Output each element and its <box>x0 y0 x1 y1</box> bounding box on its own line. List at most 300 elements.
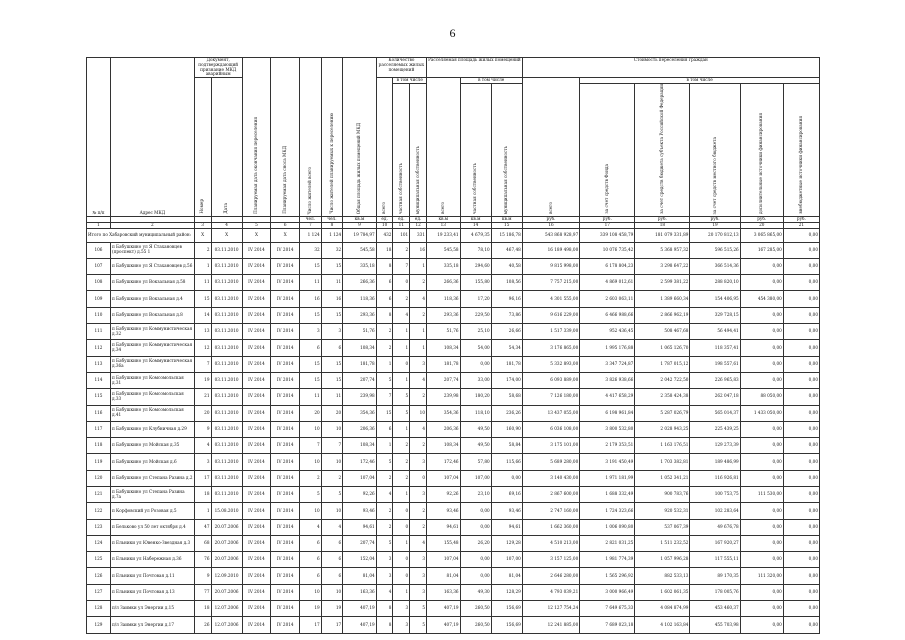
row-cell: 94,61 <box>427 519 461 535</box>
row-cell: 81,04 <box>343 568 377 584</box>
row-cell: 1 057 996,28 <box>635 552 690 568</box>
row-cell: 9 815 998,00 <box>522 258 579 274</box>
row-cell: 54,00 <box>460 340 491 356</box>
row-cell: 6 <box>300 535 322 551</box>
total-row-cell: X <box>211 228 242 242</box>
row-cell: 18 <box>194 487 211 503</box>
total-row-cell: 20 170 812,13 <box>690 228 740 242</box>
row-number: 123 <box>87 519 111 535</box>
row-cell: 266,36 <box>427 275 461 291</box>
row-cell: 3 <box>393 601 410 617</box>
row-cell: 7 <box>376 389 393 405</box>
row-cell: 206,36 <box>427 421 461 437</box>
row-cell: 2 747 160,00 <box>522 503 579 519</box>
row-cell: 2 <box>321 470 343 486</box>
column-number-cell: 20 <box>740 222 783 228</box>
table-row <box>87 258 820 274</box>
row-cell: 92,26 <box>343 487 377 503</box>
header-doc-group: Документ, подтверждающий признание МКД аварийным <box>194 58 242 78</box>
table-row <box>87 291 820 307</box>
row-cell: IV 2014 <box>271 601 300 617</box>
row-cell: IV 2014 <box>242 503 271 519</box>
row-cell: 2 <box>393 291 410 307</box>
row-cell: 49,30 <box>460 584 491 600</box>
page-number: 6 <box>449 26 456 40</box>
row-cell: 108,34 <box>343 438 377 454</box>
header-rooms-private: частная собственность <box>393 84 410 217</box>
row-cell: 0,00 <box>740 617 783 633</box>
row-cell: 0,00 <box>783 601 819 617</box>
row-cell: 51,76 <box>427 324 461 340</box>
row-cell: 545,58 <box>427 242 461 258</box>
row-cell: 0,00 <box>740 535 783 551</box>
row-cell: 0,00 <box>783 356 819 372</box>
row-cell: 7 <box>194 356 211 372</box>
row-cell: 6 <box>376 291 393 307</box>
row-cell: 12.07.2006 <box>211 601 242 617</box>
row-cell: 0,00 <box>460 552 491 568</box>
row-cell: 2 <box>410 503 427 519</box>
column-number-cell: 10 <box>376 222 393 228</box>
row-cell: 5 332 893,00 <box>522 356 579 372</box>
row-cell: 118,36 <box>427 291 461 307</box>
row-cell: 20 <box>300 405 322 421</box>
row-cell: 32 <box>321 242 343 258</box>
row-cell: 49,50 <box>460 438 491 454</box>
row-cell: 12 127 754,24 <box>522 601 579 617</box>
row-address: п Ельники ул Набережная д.36 <box>110 552 194 568</box>
row-cell: 3 000 966,49 <box>580 584 635 600</box>
table-row <box>87 535 820 551</box>
row-cell: 1 602 061,35 <box>635 584 690 600</box>
row-cell: 1 433 050,00 <box>740 405 783 421</box>
row-cell: 0,00 <box>740 438 783 454</box>
header-cost-total: всего <box>522 78 579 217</box>
row-cell: 20.07.2006 <box>211 535 242 551</box>
row-cell: 15 <box>300 372 322 388</box>
row-address: п Бабушкино ул Вокзальная д.8 <box>110 307 194 323</box>
table-row <box>87 470 820 486</box>
row-cell: 5 <box>300 487 322 503</box>
row-number: 122 <box>87 503 111 519</box>
row-cell: 0 <box>393 568 410 584</box>
row-cell: 94,61 <box>491 519 522 535</box>
table-row <box>87 617 820 633</box>
row-cell: 116 926,81 <box>690 470 740 486</box>
row-cell: 17 <box>300 617 322 633</box>
column-number-cell: 3 <box>194 222 211 228</box>
row-cell: IV 2014 <box>271 470 300 486</box>
column-number-cell: 5 <box>242 222 271 228</box>
row-cell: 0,00 <box>783 389 819 405</box>
row-cell: 0,00 <box>783 470 819 486</box>
row-cell: 102 283,64 <box>690 503 740 519</box>
row-cell: 1 511 232,52 <box>635 535 690 551</box>
row-address: п Ельники ул Почтовая д.11 <box>110 568 194 584</box>
row-cell: 0,00 <box>783 568 819 584</box>
row-cell: 6 <box>321 535 343 551</box>
row-cell: 92,26 <box>427 487 461 503</box>
row-cell: 03.11.2010 <box>211 275 242 291</box>
table-row <box>87 389 820 405</box>
row-cell: 407,19 <box>343 617 377 633</box>
row-cell: 198 557,61 <box>690 356 740 372</box>
row-cell: 2 603 063,11 <box>580 291 635 307</box>
row-cell: 952 436,45 <box>580 324 635 340</box>
row-cell: IV 2014 <box>242 389 271 405</box>
row-cell: 207,74 <box>343 535 377 551</box>
row-cell: 2 <box>194 242 211 258</box>
row-cell: 15 <box>300 258 322 274</box>
row-cell: 1 <box>393 340 410 356</box>
row-cell: 0 <box>393 519 410 535</box>
row-cell: 12 <box>194 340 211 356</box>
row-cell: IV 2014 <box>242 421 271 437</box>
row-cell: 111 320,00 <box>740 568 783 584</box>
row-cell: 1 703 382,81 <box>635 454 690 470</box>
row-cell: 1 981 774,39 <box>580 552 635 568</box>
row-cell: 3 <box>376 568 393 584</box>
header-area-municipal: муниципальная собственность <box>491 84 522 217</box>
row-number: 112 <box>87 340 111 356</box>
row-cell: 163,36 <box>427 584 461 600</box>
row-cell: 118 357,41 <box>690 340 740 356</box>
total-row-label: Итого по Хабаровский муниципальный район: <box>87 228 195 242</box>
row-cell: IV 2014 <box>271 389 300 405</box>
row-number: 129 <box>87 617 111 633</box>
row-cell: 9 <box>194 421 211 437</box>
header-planned-demolish: Планируемая дата сноса МКД <box>271 58 300 217</box>
row-cell: 7 689 023,18 <box>580 617 635 633</box>
row-cell: 2 <box>410 438 427 454</box>
row-cell: 26,20 <box>460 535 491 551</box>
row-cell: 15 <box>300 356 322 372</box>
row-cell: 93,46 <box>491 503 522 519</box>
row-cell: 6 <box>300 552 322 568</box>
row-cell: 81,04 <box>491 568 522 584</box>
row-cell: 294,60 <box>460 258 491 274</box>
row-cell: 260,50 <box>460 601 491 617</box>
row-cell: 18 <box>376 242 393 258</box>
row-cell: 8 <box>376 617 393 633</box>
row-cell: 20.07.2006 <box>211 584 242 600</box>
row-cell: 3 298 647,22 <box>635 258 690 274</box>
row-cell: 545,58 <box>343 242 377 258</box>
row-cell: 107,00 <box>460 470 491 486</box>
row-cell: 1 724 323,66 <box>580 503 635 519</box>
row-cell: 4 <box>410 291 427 307</box>
row-cell: 21 <box>194 389 211 405</box>
column-number-cell: 18 <box>635 222 690 228</box>
row-cell: 152,04 <box>343 552 377 568</box>
row-cell: 20 <box>194 405 211 421</box>
row-cell: 288 820,10 <box>690 275 740 291</box>
row-cell: 3 <box>194 454 211 470</box>
row-cell: 03.11.2010 <box>211 372 242 388</box>
row-cell: 0,00 <box>740 601 783 617</box>
row-cell: 13 437 055,00 <box>522 405 579 421</box>
row-cell: 3 <box>410 584 427 600</box>
row-cell: 03.11.2010 <box>211 340 242 356</box>
row-cell: 1 163 176,51 <box>635 438 690 454</box>
row-cell: 2 <box>376 324 393 340</box>
row-cell: 8 <box>376 601 393 617</box>
row-cell: 1 <box>393 372 410 388</box>
row-cell: 93,46 <box>427 503 461 519</box>
row-cell: 2 867 600,00 <box>522 487 579 503</box>
row-cell: 8 <box>376 307 393 323</box>
row-cell: 0,00 <box>783 405 819 421</box>
row-cell: 0,00 <box>783 372 819 388</box>
column-number-cell: 21 <box>783 222 819 228</box>
row-cell: IV 2014 <box>271 421 300 437</box>
row-cell: 1 <box>393 324 410 340</box>
header-rooms-total: всего <box>376 78 393 217</box>
row-cell: 2 <box>393 438 410 454</box>
row-address: п/л Заимки ул Энергии д.15 <box>110 601 194 617</box>
row-cell: 0,00 <box>740 275 783 291</box>
row-cell: 15.08.2010 <box>211 503 242 519</box>
row-cell: 0,00 <box>740 324 783 340</box>
row-number: 124 <box>87 535 111 551</box>
row-cell: 16 <box>410 242 427 258</box>
column-number-cell: 12 <box>410 222 427 228</box>
row-cell: IV 2014 <box>242 405 271 421</box>
row-cell: IV 2014 <box>242 568 271 584</box>
total-row-cell: 19 784,97 <box>343 228 377 242</box>
row-cell: IV 2014 <box>271 324 300 340</box>
row-number: 126 <box>87 568 111 584</box>
row-address: п Корфовский ул Розовая д.5 <box>110 503 194 519</box>
unit-cell: ед. <box>376 216 393 222</box>
row-cell: IV 2014 <box>271 340 300 356</box>
row-cell: 4 <box>300 519 322 535</box>
row-cell: 0,00 <box>783 535 819 551</box>
row-cell: 266,36 <box>343 275 377 291</box>
table-row <box>87 421 820 437</box>
row-cell: IV 2014 <box>271 405 300 421</box>
row-cell: 96,16 <box>491 291 522 307</box>
column-number-cell: 11 <box>393 222 410 228</box>
row-number: 106 <box>87 242 111 258</box>
row-cell: 20.07.2006 <box>211 519 242 535</box>
row-cell: IV 2014 <box>242 291 271 307</box>
row-number: 125 <box>87 552 111 568</box>
table-row <box>87 568 820 584</box>
row-cell: 2 <box>300 470 322 486</box>
table-body <box>87 228 820 633</box>
row-cell: IV 2014 <box>242 275 271 291</box>
row-cell: 5 <box>393 405 410 421</box>
row-cell: 236,26 <box>491 405 522 421</box>
row-cell: 454 380,00 <box>740 291 783 307</box>
row-cell: 160,90 <box>491 421 522 437</box>
row-cell: 108,34 <box>427 438 461 454</box>
row-cell: 1 <box>194 503 211 519</box>
row-cell: IV 2014 <box>271 519 300 535</box>
row-cell: 262 047,18 <box>690 389 740 405</box>
row-cell: 129,28 <box>491 535 522 551</box>
row-cell: 4 <box>410 372 427 388</box>
row-cell: 23,10 <box>460 487 491 503</box>
row-cell: 3 800 532,80 <box>580 421 635 437</box>
table-row <box>87 372 820 388</box>
row-cell: 26 <box>194 617 211 633</box>
row-cell: 167 920,27 <box>690 535 740 551</box>
row-cell: 4 793 039,21 <box>522 584 579 600</box>
row-cell: 1 565 296,92 <box>580 568 635 584</box>
header-cost-extra: дополнительные источники финансирования <box>740 84 783 217</box>
header-people-count: Число жителей всего <box>300 58 322 217</box>
row-cell: 73,86 <box>491 307 522 323</box>
row-cell: IV 2014 <box>271 617 300 633</box>
row-cell: 12.07.2006 <box>211 617 242 633</box>
row-cell: 108,34 <box>343 340 377 356</box>
row-cell: 58,84 <box>491 438 522 454</box>
row-number: 110 <box>87 307 111 323</box>
row-cell: 10 <box>321 454 343 470</box>
total-row-cell: 181 079 331,89 <box>635 228 690 242</box>
row-cell: 51,76 <box>343 324 377 340</box>
row-cell: 900 783,76 <box>635 487 690 503</box>
header-cost-local: за счет средств местного бюджета <box>690 84 740 217</box>
row-cell: 17,20 <box>460 291 491 307</box>
row-cell: 4 <box>194 438 211 454</box>
row-cell: 5 368 957,32 <box>635 242 690 258</box>
row-cell: 189 486,99 <box>690 454 740 470</box>
row-number: 116 <box>87 405 111 421</box>
row-cell: 10 <box>300 421 322 437</box>
row-cell: IV 2014 <box>271 438 300 454</box>
row-cell: 335,18 <box>343 258 377 274</box>
total-row-cell: X <box>242 228 271 242</box>
row-cell: 03.11.2010 <box>211 258 242 274</box>
row-cell: 115,66 <box>491 454 522 470</box>
row-cell: 32 <box>300 242 322 258</box>
row-cell: IV 2014 <box>242 340 271 356</box>
row-cell: 4 417 658,29 <box>580 389 635 405</box>
row-address: п Бабушкино ул Клубничная д.29 <box>110 421 194 437</box>
row-cell: 4 <box>376 487 393 503</box>
row-cell: 89 170,35 <box>690 568 740 584</box>
header-no: № п/п <box>87 58 111 217</box>
row-cell: 0,00 <box>740 552 783 568</box>
table-row <box>87 601 820 617</box>
row-cell: 0,00 <box>783 454 819 470</box>
row-cell: 15 <box>194 291 211 307</box>
row-cell: 0,00 <box>740 519 783 535</box>
row-cell: IV 2014 <box>242 617 271 633</box>
table-row <box>87 454 820 470</box>
row-cell: 1 971 181,99 <box>580 470 635 486</box>
row-cell: 03.11.2010 <box>211 438 242 454</box>
header-cost-group: Стоимость переселения граждан <box>522 58 819 78</box>
row-cell: 407,19 <box>427 601 461 617</box>
row-cell: 6 036 108,00 <box>522 421 579 437</box>
row-cell: 3 826 938,66 <box>580 372 635 388</box>
unit-cell: кв.м <box>343 216 377 222</box>
row-cell: 5 <box>376 535 393 551</box>
row-cell: 7 757 215,00 <box>522 275 579 291</box>
row-cell: 6 <box>376 421 393 437</box>
row-cell: 0,00 <box>783 340 819 356</box>
row-cell: 14 <box>194 307 211 323</box>
row-cell: 18 <box>194 601 211 617</box>
row-cell: 4 084 874,99 <box>635 601 690 617</box>
row-cell: 56 494,41 <box>690 324 740 340</box>
row-cell: 03.11.2010 <box>211 405 242 421</box>
row-cell: 5 <box>376 372 393 388</box>
table-row <box>87 487 820 503</box>
row-cell: 3 <box>376 552 393 568</box>
row-cell: 11 <box>300 389 322 405</box>
header-total-area: Общая площадь жилых помещений МКД <box>343 58 377 217</box>
row-cell: 3 <box>410 487 427 503</box>
row-cell: 163,36 <box>343 584 377 600</box>
row-cell: 0,00 <box>783 307 819 323</box>
row-cell: 49,50 <box>460 421 491 437</box>
row-cell: IV 2014 <box>242 356 271 372</box>
row-cell: 2 646 280,00 <box>522 568 579 584</box>
row-cell: 49 676,78 <box>690 519 740 535</box>
row-address: п Бабушкино ул Коммунистическая д.36а <box>110 356 194 372</box>
row-cell: 9 616 229,00 <box>522 307 579 323</box>
row-cell: 6 <box>300 340 322 356</box>
row-cell: IV 2014 <box>271 487 300 503</box>
row-cell: 118,10 <box>460 405 491 421</box>
row-cell: 2 179 353,51 <box>580 438 635 454</box>
row-cell: 10 <box>321 503 343 519</box>
row-cell: 0,00 <box>783 584 819 600</box>
row-cell: 6 <box>321 552 343 568</box>
row-cell: IV 2014 <box>271 454 300 470</box>
row-cell: 0,00 <box>783 275 819 291</box>
table-row <box>87 552 820 568</box>
row-cell: 154 406,95 <box>690 291 740 307</box>
row-cell: 3 176 865,00 <box>522 340 579 356</box>
table-row <box>87 503 820 519</box>
row-cell: 15 <box>321 372 343 388</box>
row-cell: 0,00 <box>740 307 783 323</box>
row-cell: 596 515,26 <box>690 242 740 258</box>
row-cell: 335,18 <box>427 258 461 274</box>
row-address: п Ельники ул Почтовая д.13 <box>110 584 194 600</box>
row-number: 120 <box>87 470 111 486</box>
row-cell: 12 241 885,00 <box>522 617 579 633</box>
header-cost-extra2: внебюджетные источники финансирования <box>783 84 819 217</box>
row-number: 121 <box>87 487 111 503</box>
row-cell: 3 <box>300 324 322 340</box>
row-address: п Бабушкино ул Я Стахановцев д.56 <box>110 258 194 274</box>
row-cell: IV 2014 <box>242 470 271 486</box>
row-cell: IV 2014 <box>271 552 300 568</box>
row-cell: 03.11.2010 <box>211 356 242 372</box>
table-row <box>87 307 820 323</box>
header-area-private: частная собственность <box>460 84 491 217</box>
row-cell: IV 2014 <box>271 535 300 551</box>
row-cell: 155,80 <box>460 275 491 291</box>
unit-cell: руб. <box>522 216 579 222</box>
unit-cell: кв.м <box>491 216 522 222</box>
row-cell: 0,00 <box>783 487 819 503</box>
row-cell: 03.11.2010 <box>211 291 242 307</box>
row-cell: 6 093 889,00 <box>522 372 579 388</box>
table-row <box>87 356 820 372</box>
row-cell: 1 <box>410 324 427 340</box>
row-cell: 1 995 176,88 <box>580 340 635 356</box>
row-cell: IV 2014 <box>271 275 300 291</box>
row-cell: IV 2014 <box>242 487 271 503</box>
